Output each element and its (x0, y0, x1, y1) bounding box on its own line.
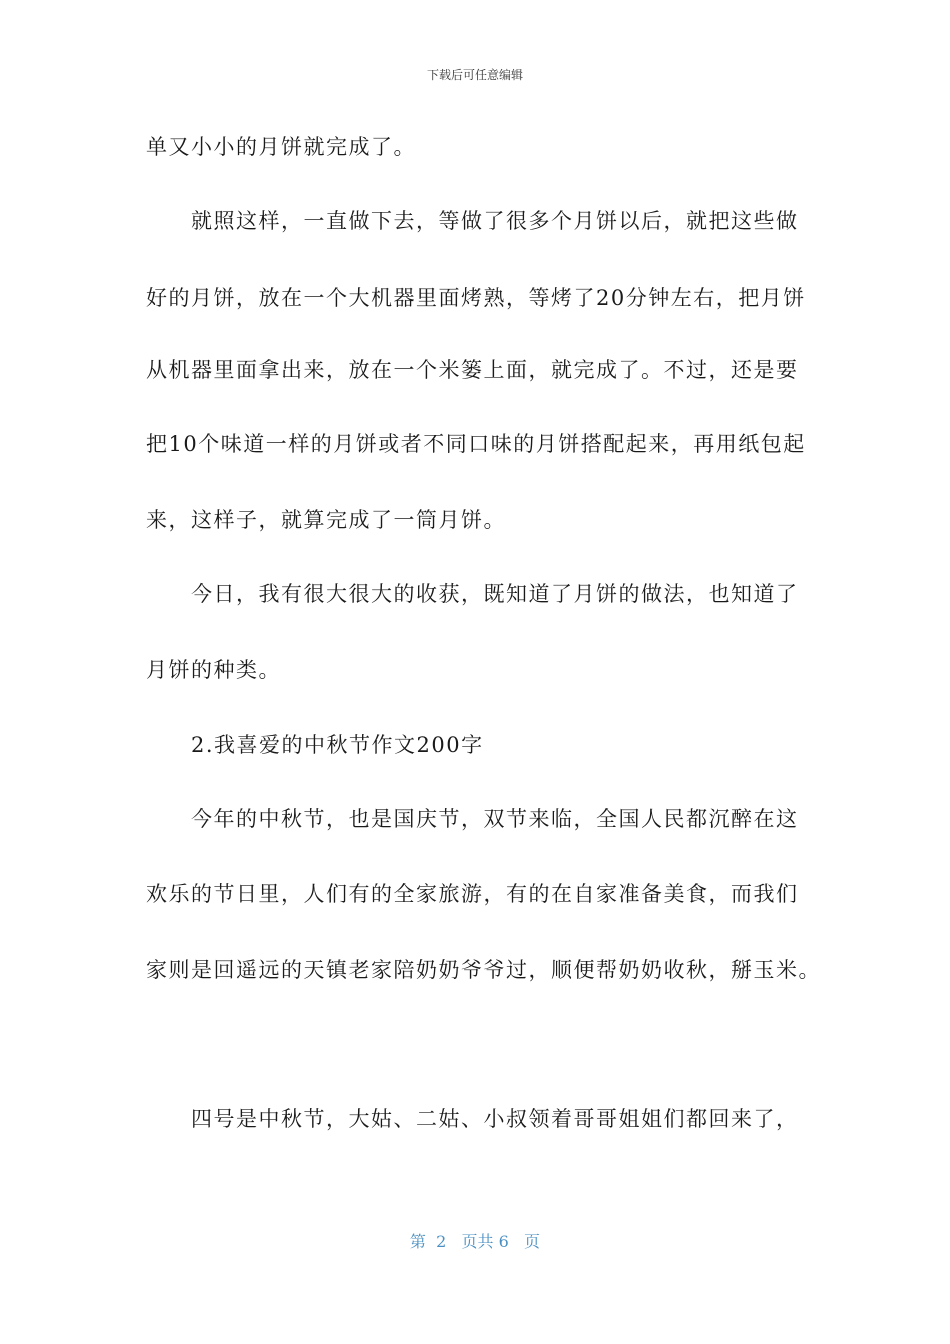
text-line: 家则是回遥远的天镇老家陪奶奶爷爷过，顺便帮奶奶收秋，掰玉米。 (146, 958, 821, 982)
page-header: 下载后可任意编辑 (426, 68, 523, 82)
text-line: 今年的中秋节，也是国庆节，双节来临，全国人民都沉醉在这 (146, 807, 799, 831)
text-line: 月饼的种类。 (146, 658, 281, 682)
text-line: 就照这样，一直做下去，等做了很多个月饼以后，就把这些做 (146, 209, 799, 233)
text-line: 把10个味道一样的月饼或者不同口味的月饼搭配起来，再用纸包起 (146, 432, 806, 456)
text-line: 从机器里面拿出来，放在一个米篓上面，就完成了。不过，还是要 (146, 358, 799, 382)
text-line: 好的月饼，放在一个大机器里面烤熟，等烤了20分钟左右，把月饼 (146, 286, 806, 310)
section-heading: 2.我喜爱的中秋节作文200字 (146, 733, 484, 757)
text-line: 四号是中秋节，大姑、二姑、小叔领着哥哥姐姐们都回来了， (146, 1107, 799, 1131)
text-line: 今日，我有很大很大的收获，既知道了月饼的做法，也知道了 (146, 582, 799, 606)
text-line: 单又小小的月饼就完成了。 (146, 135, 416, 159)
page-footer: 第 2 页共 6 页 (409, 1232, 541, 1251)
text-line: 欢乐的节日里，人们有的全家旅游，有的在自家准备美食，而我们 (146, 882, 799, 906)
text-line: 来，这样子，就算完成了一筒月饼。 (146, 508, 506, 532)
